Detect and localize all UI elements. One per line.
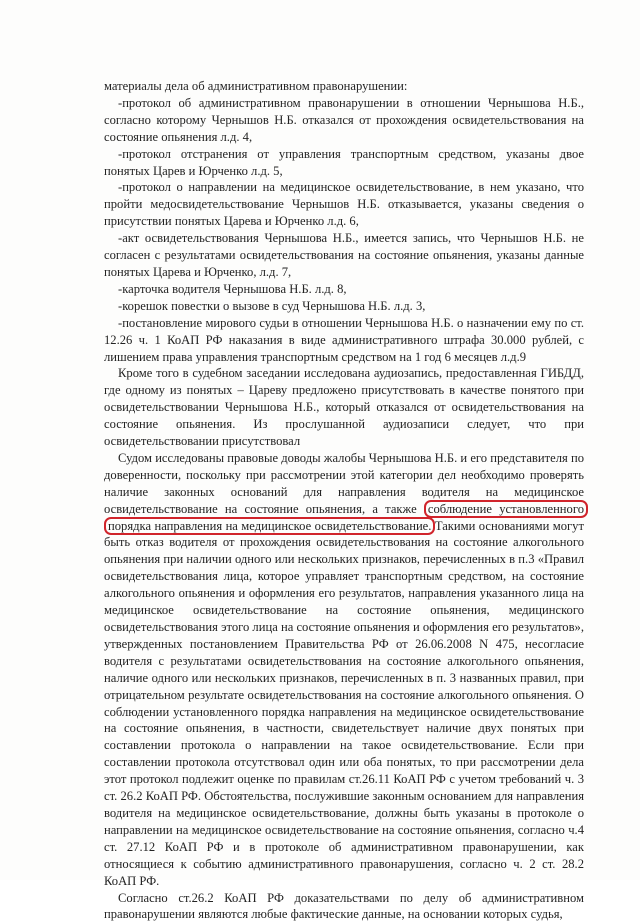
paragraph-audio-record: Кроме того в судебном заседании исследована аудиозапись, предоставленная ГИБДД, где одному из понятых – Цареву предложено присутствовать в качестве понятого при освидетельствовании Чернышова Н.Б., который отказался от освидетельствования на состояние опьянения. Из прослушанной аудиозаписи следует, что при освидетельствовании присутствовал bbox=[104, 365, 584, 450]
list-item-judge-ruling: -постановление мирового судьи в отношении Чернышова Н.Б. о назначении ему по ст. 12.26 ч. 1 КоАП РФ наказания в виде административного штрафа 30.000 рублей, с лишением права управления транспортным средством на 1 год 6 месяцев л.д.9 bbox=[104, 315, 584, 366]
list-item-protocol-offense: -протокол об административном правонарушении в отношении Чернышова Н.Б., согласно которому Чернышов Н.Б. отказался от прохождения освидетельствования на состояние опьянения л.д. 4, bbox=[104, 95, 584, 146]
paragraph-intro: материалы дела об административном правонарушении: bbox=[104, 78, 584, 95]
list-item-summons-stub: -корешок повестки о вызове в суд Чернышова Н.Б. л.д. 3, bbox=[104, 298, 584, 315]
paragraph-legal-arguments bbox=[104, 450, 584, 890]
paragraph-legal-arguments-start: Судом исследованы правовые доводы жалобы Чернышова Н.Б. и его представителя по доверенности, поскольку при рассмотрении этой категории дел необходимо проверять наличие законных оснований для направления водителя на медицинское освидетельствование на состояние опьянения, а также bbox=[104, 451, 584, 516]
list-item-examination-act: -акт освидетельствования Чернышова Н.Б., имеется запись, что Чернышов Н.Б. не согласен с результатами освидетельствования на состояние опьянения, указаны данные понятых Царева и Юрченко, л.д. 7, bbox=[104, 230, 584, 281]
paragraph-evidence: Согласно ст.26.2 КоАП РФ доказательствами по делу об административном правонарушении являются любые фактические данные, на основании которых судья, bbox=[104, 890, 584, 923]
highlighted-phrase: соблюдение установленного порядка направления на медицинское освидетельствование. bbox=[104, 500, 588, 535]
list-item-protocol-referral: -протокол о направлении на медицинское освидетельствование, в нем указано, что пройти медосвидетельствование Чернышов Н.Б. отказывается, указаны сведения о присутствии понятых Царева и Юрченко л.д. 6, bbox=[104, 179, 584, 230]
list-item-driver-card: -карточка водителя Чернышова Н.Б. л.д. 8, bbox=[104, 281, 584, 298]
paragraph-legal-arguments-rest: Такими основаниями могут быть отказ водителя от прохождения освидетельствования на состояние алкогольного опьянения при наличии одного или нескольких признаков, перечисленных в п.3 «Правил освидетельствования лица, которое управляет транспортным средством, на состояние алкогольного опьянения и оформления его результатов, направления указанного лица на медицинское освидетельствование на состояние опьянения, медицинского освидетельствования этого лица на состояние опьянения и оформления его результатов», утвержденных постановлением Правительства РФ от 26.06.2008 N 475, несогласие водителя с результатами освидетельствования на состояние алкогольного опьянения, наличие одного или нескольких признаков, перечисленных в п. 3 названных правил, при отрицательном результате освидетельствования на состояние алкогольного опьянения. О соблюдении установленного порядка направления на медицинское освидетельствование на состояние опьянения, в частности, свидетельствует наличие двух понятых при составлении протокола о направлении на такое освидетельствование. Если при составлении протокола отсутствовал один или оба понятых, то при рассмотрении дела этот протокол подлежит оценке по правилам ст.26.11 КоАП РФ с учетом требований ч. 3 ст. 26.2 КоАП РФ. Обстоятельства, послужившие законным основанием для направления водителя на медицинское освидетельствование, должны быть указаны в протоколе о направлении на медицинское освидетельствование на состояние опьянения, согласно ч.4 ст. 27.12 КоАП РФ и в протоколе об административном правонарушении, как относящиеся к событию административного правонарушения, согласно ч. 2 ст. 28.2 КоАП РФ. bbox=[104, 519, 584, 888]
list-item-protocol-removal: -протокол отстранения от управления транспортным средством, указаны двое понятых Царев и Юрченко л.д. 5, bbox=[104, 146, 584, 180]
document-body bbox=[104, 78, 584, 923]
